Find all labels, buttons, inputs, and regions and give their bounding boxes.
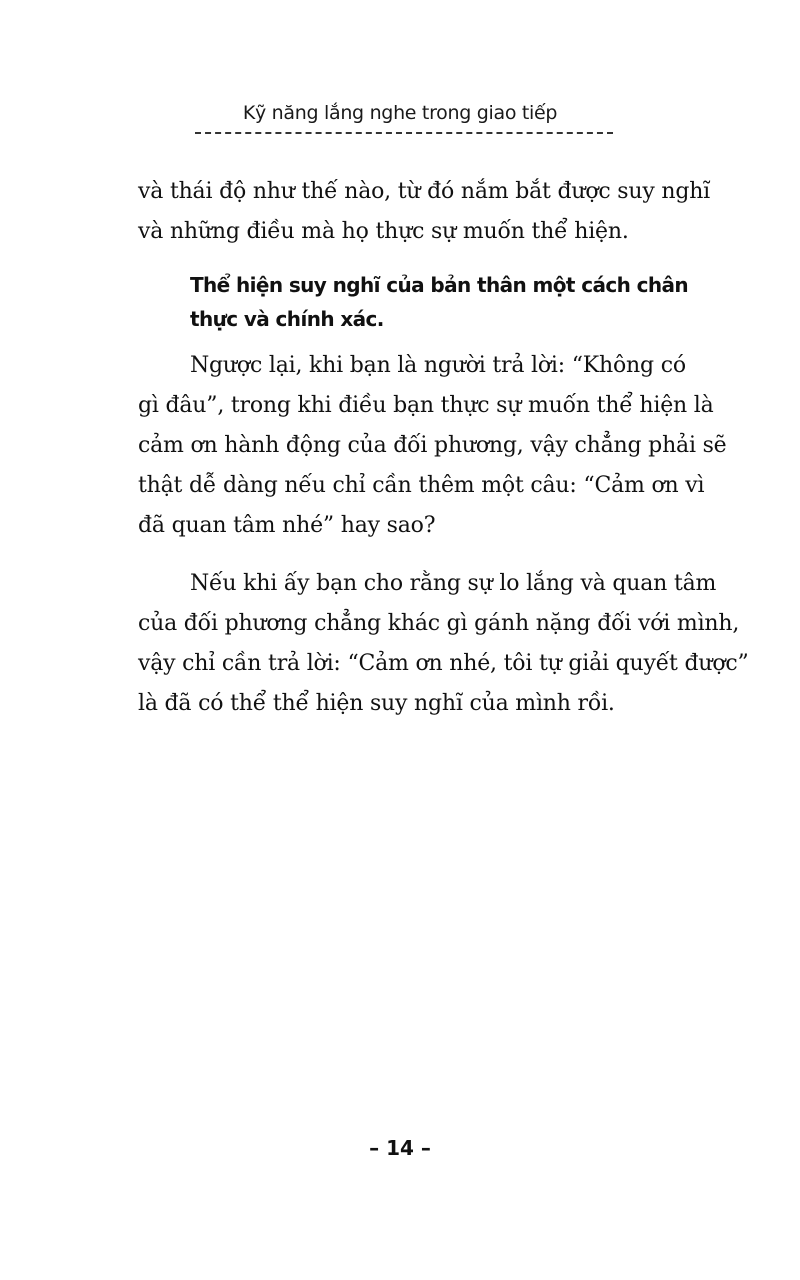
text-line: là đã có thể thể hiện suy nghĩ của mình rồi. xyxy=(138,691,615,716)
text-line: gì đâu”, trong khi điều bạn thực sự muốn thể hiện là xyxy=(138,393,714,418)
text-line: và những điều mà họ thực sự muốn thể hiện. xyxy=(138,219,629,244)
section-heading xyxy=(138,268,689,336)
intro-paragraph xyxy=(138,172,711,252)
running-header: Kỹ năng lắng nghe trong giao tiếp xyxy=(242,102,558,124)
text-line: vậy chỉ cần trả lời: “Cảm ơn nhé, tôi tự giải quyết được” xyxy=(138,651,749,676)
text-line: Nếu khi ấy bạn cho rằng sự lo lắng và quan tâm xyxy=(190,571,717,596)
text-line: đã quan tâm nhé” hay sao? xyxy=(138,513,436,538)
header-divider xyxy=(195,132,613,134)
heading-line: Thể hiện suy nghĩ của bản thân một cách chân xyxy=(190,273,689,297)
text-line: thật dễ dàng nếu chỉ cần thêm một câu: “Cảm ơn vì xyxy=(138,473,705,498)
text-line: và thái độ như thế nào, từ đó nắm bắt được suy nghĩ xyxy=(138,179,711,204)
text-line: cảm ơn hành động của đối phương, vậy chẳng phải sẽ xyxy=(138,433,727,458)
page-body xyxy=(138,172,749,724)
paragraph-gap xyxy=(138,546,674,564)
text-line: Ngược lại, khi bạn là người trả lời: “Không có xyxy=(190,353,686,378)
heading-line: thực và chính xác. xyxy=(190,307,384,331)
page-number: – 14 – xyxy=(369,1136,431,1160)
paragraph-one xyxy=(138,346,727,546)
paragraph-two xyxy=(138,564,749,724)
text-line: của đối phương chẳng khác gì gánh nặng đối với mình, xyxy=(138,611,740,636)
